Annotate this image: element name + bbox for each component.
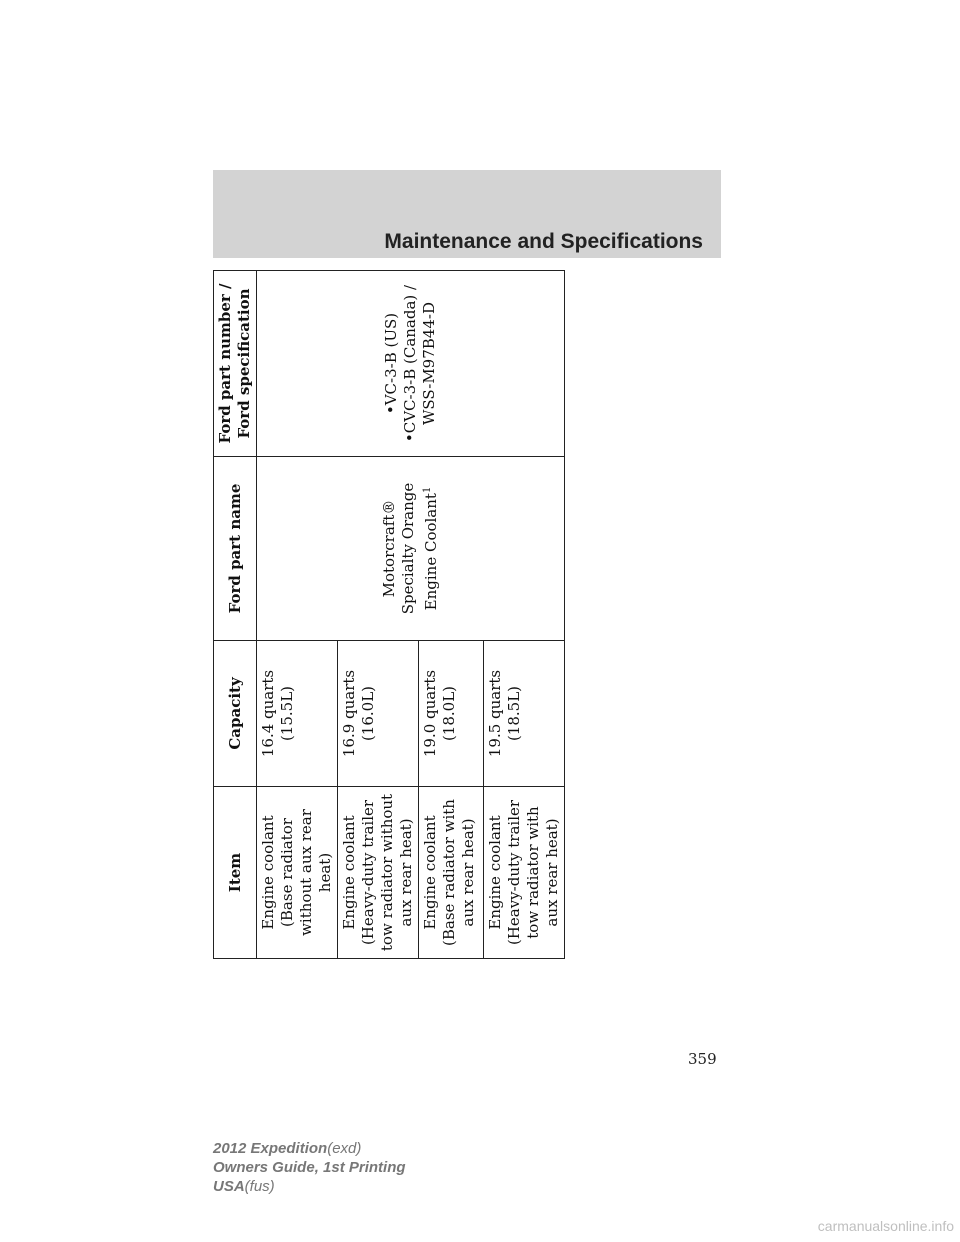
column-header-item: Item (214, 787, 257, 959)
table-row (257, 271, 338, 959)
section-header-band (213, 170, 721, 258)
cell-part-name (257, 457, 565, 641)
cell-item: Engine coolant (Heavy-duty trailer tow radiator with aux rear heat) (484, 787, 565, 959)
footer-model-code: (exd) (327, 1140, 362, 1157)
spec-line: •VC-3-B (US) (382, 312, 400, 415)
cell-item: Engine coolant (Base radiator with aux rear heat) (419, 787, 484, 959)
footer-market-code: (fus) (244, 1178, 275, 1195)
spec-line: •CVC-3-B (Canada) / (401, 284, 419, 443)
column-header-capacity: Capacity (214, 641, 257, 787)
column-header-part-number: Ford part number / Ford specification (214, 271, 257, 457)
footer-market: USA (213, 1178, 245, 1195)
footer-guide: Owners Guide, 1st Printing (213, 1159, 406, 1176)
table-header-row (214, 271, 257, 959)
footer-model: 2012 Expedition (213, 1140, 328, 1157)
cell-capacity: 16.9 quarts (16.0L) (338, 641, 419, 787)
cell-item: Engine coolant (Base radiator without aux rear heat) (257, 787, 338, 959)
spec-line: WSS-M97B44-D (420, 302, 438, 425)
document-footer (213, 1139, 406, 1196)
column-header-part-name: Ford part name (214, 457, 257, 641)
footnote-marker: 1 (422, 486, 433, 494)
page-number: 359 (688, 1050, 717, 1068)
cell-capacity: 19.0 quarts (18.0L) (419, 641, 484, 787)
cell-capacity: 19.5 quarts (18.5L) (484, 641, 565, 787)
cell-capacity: 16.4 quarts (15.5L) (257, 641, 338, 787)
coolant-spec-table-container (213, 271, 561, 959)
cell-part-number (257, 271, 565, 457)
coolant-spec-table (213, 270, 565, 959)
part-name-text: Motorcraft® Specialty Orange Engine Coolant (380, 482, 440, 615)
cell-item: Engine coolant (Heavy-duty trailer tow radiator without aux rear heat) (338, 787, 419, 959)
section-title: Maintenance and Specifications (384, 230, 703, 253)
watermark: carmanualsonline.info (817, 1218, 954, 1234)
